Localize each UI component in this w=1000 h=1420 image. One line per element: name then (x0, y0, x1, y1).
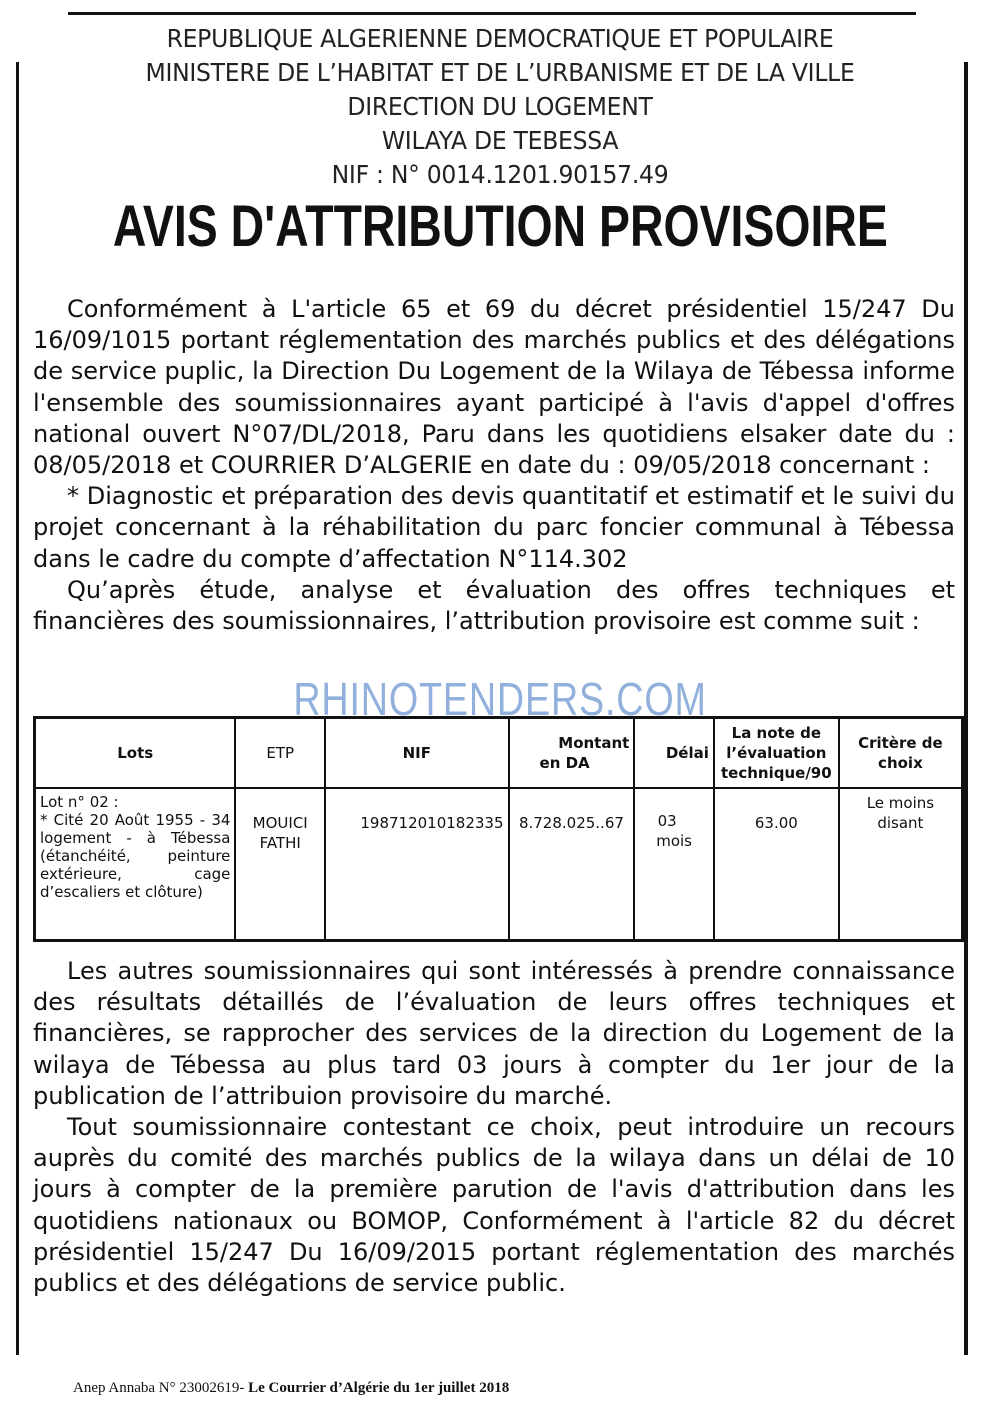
col-delai: Délai (634, 718, 714, 789)
cell-lot: Lot n° 02 : * Cité 20 Août 1955 - 34 logement - à Tébessa (étanchéité, peinture extérieure, cage d’escaliers et clôture) (35, 788, 236, 941)
footer-source: Le Courrier d’Algérie du 1er juillet 2018 (248, 1380, 510, 1396)
publication-footer (73, 1380, 509, 1397)
table-header-row (35, 718, 963, 789)
header-nif: NIF : N° 0014.1201.90157.49 (331, 160, 669, 189)
col-lots: Lots (35, 718, 236, 789)
cell-note: 63.00 (714, 788, 839, 941)
header-republic: REPUBLIQUE ALGERIENNE DEMOCRATIQUE ET POPULAIRE (166, 24, 834, 53)
top-rule (68, 12, 916, 15)
cell-montant: 8.728.025..67 (509, 788, 635, 941)
table-row (35, 788, 963, 941)
col-critere: Critère de choix (839, 718, 963, 789)
attribution-table (33, 716, 964, 942)
col-note: La note de l’évaluation technique/90 (714, 718, 839, 789)
col-montant: Montant en DA (509, 718, 635, 789)
intro-paragraph-1: Conformément à L'article 65 et 69 du décret présidentiel 15/247 Du 16/09/1015 portant réglementation des marchés publics et des délégations de service puplic, la Direction Du Logement de la Wilaya de Tébessa informe l'ensemble des soumissionnaires ayant participé à l'avis d'appel d'offres national ouvert N°07/DL/2018, Paru dans les quotidiens elsaker date du : 08/05/2018 et COURRIER D’ALGERIE en date du : 09/05/2018 concernant : (33, 295, 955, 480)
col-etp: ETP (235, 718, 325, 789)
cell-delai: 03 mois (634, 788, 714, 941)
outro-text (33, 956, 955, 1299)
watermark: RHINOTENDERS.COM (293, 673, 707, 725)
cell-nif: 198712010182335 (325, 788, 509, 941)
footer-reference: Anep Annaba N° 23002619- (73, 1380, 245, 1396)
notice-title: AVIS D'ATTRIBUTION PROVISOIRE (112, 194, 888, 259)
header-direction: DIRECTION DU LOGEMENT (347, 92, 653, 121)
document-header (0, 22, 1000, 192)
header-ministry: MINISTERE DE L’HABITAT ET DE L’URBANISME ET DE LA VILLE (145, 58, 855, 87)
cell-critere: Le moins disant (839, 788, 963, 941)
outro-paragraph-2: Tout soumissionnaire contestant ce choix, peut introduire un recours auprès du comité des marchés publics de la wilaya dans un délai de 10 jours à compter de la première parution de l'avis d'attribution dans les quotidiens nationaux ou BOMOP, Conformément à l'article 82 du décret présidentiel 15/247 Du 16/09/2015 portant réglementation des marchés publics et des délégations de service public. (33, 1113, 955, 1298)
intro-paragraph-2: * Diagnostic et préparation des devis quantitatif et estimatif et le suivi du projet concernant à la réhabilitation du parc foncier communal à Tébessa dans le cadre du compte d’affectation N°114.302 (33, 482, 955, 573)
header-wilaya: WILAYA DE TEBESSA (381, 126, 619, 155)
col-nif: NIF (325, 718, 509, 789)
intro-paragraph-3: Qu’après étude, analyse et évaluation des offres techniques et financières des soumissionnaires, l’attribution provisoire est comme suit : (33, 575, 955, 636)
intro-text (33, 294, 955, 637)
outro-paragraph-1: Les autres soumissionnaires qui sont intéressés à prendre connaissance des résultats détaillés de l’évaluation de leurs offres techniques et financières, se rapprocher des services de la direction du Logement de la wilaya de Tébessa au plus tard 03 jours à compter du 1er jour de la publication de l’attribuion provisoire du marché. (33, 957, 955, 1110)
cell-etp: MOUICI FATHI (235, 788, 325, 941)
